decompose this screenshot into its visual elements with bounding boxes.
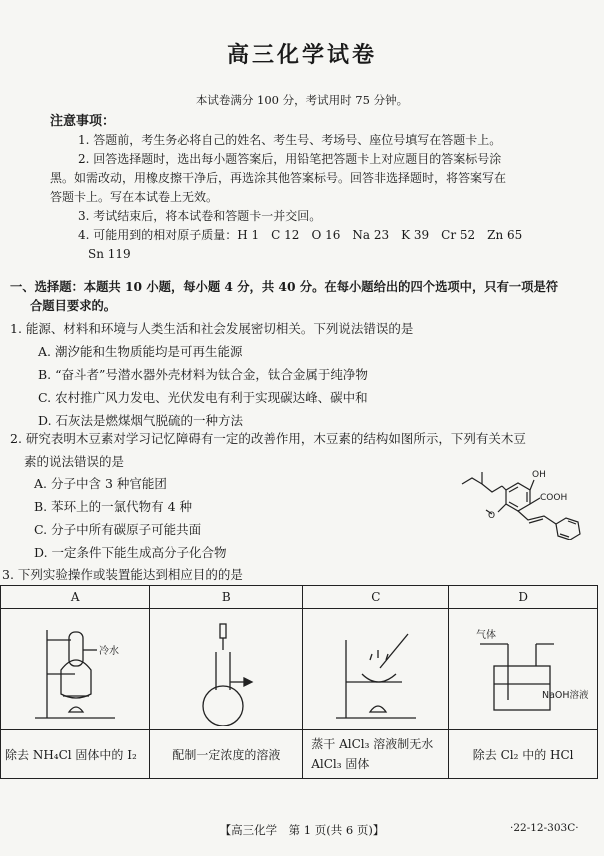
notice-line-2: 2. 回答选择题时，选出每小题答案后，用铅笔把答题卡上对应题目的答案标号涂 [78,152,502,166]
cold-water-label: 冷水 [99,645,120,657]
q2-stem-line-2: 素的说法错误的是 [24,454,125,469]
caption-a: 除去 NH₄Cl 固体中的 I₂ [1,730,150,779]
exam-code: ·22-12-303C· [510,822,579,834]
q2-option-a: A. 分子中含 3 种官能团 [34,476,167,491]
caption-c-line-2: AlCl₃ 固体 [311,757,370,771]
page-title: 高三化学试卷 [226,42,377,68]
q2-option-c: C. 分子中所有碳原子可能共面 [34,522,202,537]
section-heading-line-2: 合题目要求的。 [30,298,117,313]
q2-option-b: B. 苯环上的一氯代物有 4 种 [34,499,193,514]
sublimation-apparatus-illustration [5,610,145,726]
notice-line-1: 1. 答题前，考生务必将自己的姓名、考生号、考场号、座位号填写在答题卡上。 [78,133,502,147]
table-header-b: B [150,586,303,609]
oh-label: OH [532,470,546,480]
q3-stem: 3. 下列实验操作或装置能达到相应目的的是 [2,567,243,582]
table-header-d: D [449,586,598,609]
notice-heading: 注意事项： [50,114,116,129]
methoxy-o-label: O [488,511,496,521]
evaporation-apparatus-illustration [306,610,446,726]
caption-b: 配制一定浓度的溶液 [150,730,303,779]
exam-meta: 本试卷满分 100 分，考试用时 75 分钟。 [195,93,409,107]
notice-line-6: 4. 可能用到的相对原子质量：H 1 C 12 O 16 Na 23 K 39 Cr 52 Zn 65 [78,228,523,242]
notice-line-3: 黑。如需改动，用橡皮擦干净后，再选涂其他答案标号。回答非选择题时，将答案写在 [50,171,507,185]
apparatus-a-cell [1,609,150,730]
caption-d: 除去 Cl₂ 中的 HCl [449,730,598,779]
apparatus-b-cell [150,609,303,730]
notice-line-7: Sn 119 [88,247,131,261]
q1-option-b: B. “奋斗者”号潜水器外壳材料为钛合金，钛合金属于纯净物 [38,367,368,382]
apparatus-d-cell [449,609,598,730]
table-header-c: C [303,586,449,609]
section-heading-line-1: 一、选择题：本题共 10 小题，每小题 4 分，共 40 分。在每小题给出的四个选项中，只有一项是符 [10,279,559,294]
q1-option-c: C. 农村推广风力发电、光伏发电有利于实现碳达峰、碳中和 [38,390,368,405]
volumetric-flask-illustration [156,610,296,726]
q2-stem-line-1: 2. 研究表明木豆素对学习记忆障碍有一定的改善作用，木豆素的结构如图所示，下列有关木豆 [10,431,526,446]
q1-option-a: A. 潮汐能和生物质能均是可再生能源 [38,344,243,359]
experiment-table [0,585,598,779]
notice-line-4: 答题卡上。写在本试卷上无效。 [50,190,219,204]
q1-stem: 1. 能源、材料和环境与人类生活和社会发展密切相关。下列说法错误的是 [10,321,414,336]
notice-line-5: 3. 考试结束后，将本试卷和答题卡一并交回。 [78,209,322,223]
molecule-structure-diagram [458,462,600,540]
gas-label: 气体 [476,629,497,641]
caption-c [303,730,449,779]
q2-option-d: D. 一定条件下能生成高分子化合物 [34,545,227,560]
naoh-solution-label: NaOH溶液 [542,689,589,701]
page-footer: 【高三化学 第 1 页(共 6 页)】 [219,823,385,837]
table-header-a: A [1,586,150,609]
apparatus-c-cell [303,609,449,730]
cooh-label: COOH [540,493,568,503]
gas-washing-bottle-illustration [450,610,596,726]
q1-option-d: D. 石灰法是燃煤烟气脱硫的一种方法 [38,413,244,428]
caption-c-line-1: 蒸干 AlCl₃ 溶液制无水 [311,737,434,751]
